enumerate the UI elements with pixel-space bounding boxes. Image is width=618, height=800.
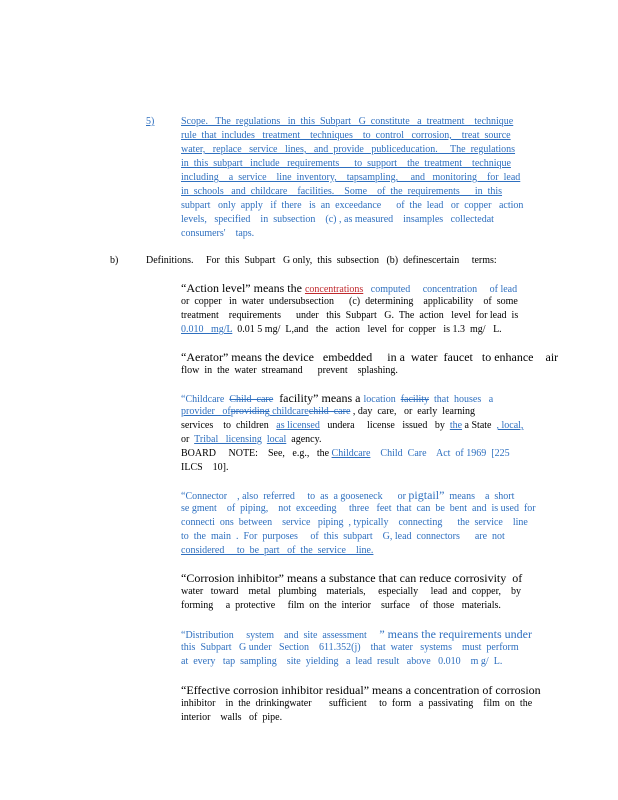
childcare-note-line-2: ILCS 10]. — [181, 462, 229, 473]
scope-line-6: in schools and childcare facilities. Some of the requirements in this — [181, 186, 503, 197]
childcare-inserted-7: local — [266, 434, 287, 445]
childcare-note-start: BOARD NOTE: See, e.g., the — [181, 448, 332, 459]
childcare-line-1-rest: that houses a — [429, 394, 494, 405]
childcare-deleted-2: facility — [400, 394, 430, 405]
childcare-deleted-1: Child care — [229, 394, 274, 405]
childcare-line-4-start: or — [181, 434, 195, 445]
scope-line-9: consumers' taps. — [181, 228, 255, 239]
childcare-line-4-end: agency. — [286, 434, 322, 445]
action-level-old-value: 0.010 mg/L — [181, 324, 233, 335]
childcare-line-2-rest: , day care, or early learning — [350, 406, 476, 417]
childcare-inserted-5: , local, — [496, 420, 524, 431]
action-level-line-4 — [181, 323, 502, 337]
connector-line-4: to the main . For purposes of this subpart G, lead connectors are not — [181, 531, 505, 542]
corrosion-line-1: “Corrosion inhibitor” means a substance that can reduce corrosivity of — [181, 571, 523, 585]
childcare-term-start: “Childcare — [181, 394, 230, 405]
connector-term-start: “Connector , also referred to as a gooseneck or — [181, 491, 409, 502]
childcare-location: location — [363, 394, 401, 405]
effective-line-2: inhibitor in the drinkingwater sufficient to form a passivating film on the — [181, 698, 533, 709]
scope-line-2: rule that includes treatment techniques to control corrosion, treat source — [181, 130, 511, 141]
corrosion-line-3: forming a protective film on the interior surface of those materials. — [181, 600, 501, 611]
connector-line-1-rest: means a short — [444, 491, 515, 502]
distribution-term: “Distribution system and site assessment — [181, 630, 380, 641]
childcare-line-2 — [181, 405, 475, 419]
distribution-line-3: at every tap sampling site yielding a lead result above 0.010 m g/ L. — [181, 656, 503, 667]
definitions-label: b) — [110, 255, 119, 266]
childcare-line-3 — [181, 419, 523, 433]
scope-line-5: including a service line inventory, tapsampling, and monitoring for lead — [181, 172, 521, 183]
effective-line-1: “Effective corrosion inhibitor residual” means a concentration of corrosion — [181, 683, 541, 697]
childcare-line-3-start: services to children — [181, 420, 277, 431]
childcare-inserted-2: childcare — [269, 406, 309, 417]
childcare-note-act: Child Care Act of 1969 [225 — [370, 448, 510, 459]
childcare-note-line-1 — [181, 447, 510, 461]
childcare-inserted-4: the — [449, 420, 463, 431]
distribution-means: ” means the requirements under — [379, 627, 532, 641]
action-level-line-4-rest: 0.01 5 mg/ L,and the action level for copper is 1.3 mg/ L. — [232, 324, 502, 335]
scope-line-7: subpart only apply if there is an exceedance of the lead or copper action — [181, 200, 524, 211]
effective-line-3: interior walls of pipe. — [181, 712, 283, 723]
childcare-line-3-state: a State — [462, 420, 497, 431]
connector-line-5: considered to be part of the service line. — [181, 545, 374, 556]
scope-line-3: water, replace service lines, and provide publiceducation. The regulations — [181, 144, 516, 155]
childcare-deleted-4: child care — [308, 406, 351, 417]
action-level-line-2: or copper in water undersubsection (c) determining applicability of some — [181, 296, 518, 307]
action-level-insertion: concentrations — [304, 284, 364, 295]
childcare-line-4 — [181, 433, 321, 447]
connector-pigtail: pigtail” — [408, 488, 445, 502]
scope-line-1: Scope. The regulations in this Subpart G constitute a treatment technique — [181, 116, 514, 127]
scope-line-8: levels, specified in subsection (c) , as measured insamples collectedat — [181, 214, 494, 225]
scope-number: 5) — [146, 116, 155, 127]
childcare-term-end: facility” means a — [273, 391, 364, 405]
action-level-computed: computed concentration of lead — [363, 284, 518, 295]
scope-line-4: in this subpart include requirements to support the treatment technique — [181, 158, 511, 169]
connector-line-3: connecti ons between service piping , typically connecting the service line — [181, 517, 528, 528]
action-level-term: “Action level” means the — [181, 281, 305, 295]
childcare-inserted-3: as licensed — [276, 420, 320, 431]
definitions-heading: Definitions. For this Subpart G only, this subsection (b) definescertain terms: — [146, 255, 497, 266]
distribution-line-2: this Subpart G under Section 611.352(j) that water systems must perform — [181, 642, 519, 653]
childcare-inserted-6: Tribal licensing — [194, 434, 262, 445]
aerator-line-2: flow in the water streamand prevent splashing. — [181, 365, 398, 376]
childcare-line-3-mid: undera license issued by — [319, 420, 450, 431]
childcare-deleted-3: providing — [230, 406, 270, 417]
action-level-line-3: treatment requirements under this Subpart G. The action level for lead is — [181, 310, 519, 321]
corrosion-line-2: water toward metal plumbing materials, especially lead and copper, by — [181, 586, 522, 597]
connector-line-2: se gment of piping, not exceeding three feet that can be bent and is used for — [181, 503, 536, 514]
childcare-inserted-1: provider of — [181, 406, 231, 417]
childcare-note-inserted: Childcare — [331, 448, 371, 459]
aerator-line-1: “Aerator” means the device embedded in a water faucet to enhance air — [181, 350, 559, 364]
